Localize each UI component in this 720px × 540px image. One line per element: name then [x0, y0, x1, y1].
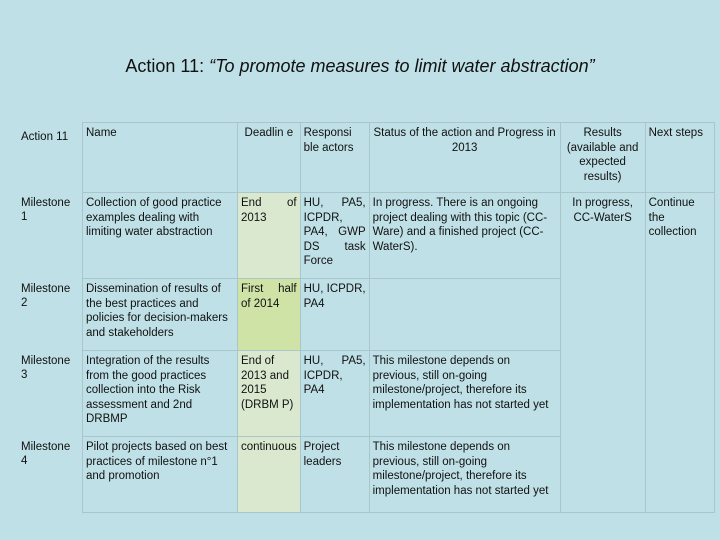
milestone-deadline: First half of 2014 — [238, 279, 301, 351]
header-deadline: Deadlin e — [238, 123, 301, 193]
milestone-actors: HU, PA5, ICPDR, PA4 — [300, 351, 369, 437]
milestone-deadline: End of 2013 and 2015 (DRBM P) — [238, 351, 301, 437]
milestone-actors: HU, PA5, ICPDR, PA4, GWP DS task Force — [300, 193, 369, 279]
milestone-status: In progress. There is an ongoing project dealing with this topic (CC-Ware) and a finished project (CC-WaterS). — [369, 193, 560, 279]
milestone-status: This milestone depends on previous, still on-going milestone/project, therefore its implementation has not started yet — [369, 437, 560, 513]
milestone-name: Pilot projects based on best practices of milestone n°1 and promotion — [83, 437, 238, 513]
milestone-name: Integration of the results from the good practices collection into the Risk assessment and 2nd DRBMP — [83, 351, 238, 437]
milestone-status: This milestone depends on previous, still on-going milestone/project, therefore its implementation has not started yet — [369, 351, 560, 437]
title-quote: “To promote measures to limit water abstraction” — [209, 56, 595, 76]
milestone-actors: HU, ICPDR, PA4 — [300, 279, 369, 351]
milestone-deadline: continuous — [238, 437, 301, 513]
milestone-label: Milestone 1 — [18, 193, 83, 279]
milestone-name: Collection of good practice examples dealing with limiting water abstraction — [83, 193, 238, 279]
milestone-next-steps: Continue the collection — [645, 193, 714, 513]
milestone-results: In progress, CC-WaterS — [560, 193, 645, 513]
milestone-label: Milestone 2 — [18, 279, 83, 351]
title-prefix: Action 11: — [125, 56, 210, 76]
header-next-steps: Next steps — [645, 123, 714, 193]
milestone-name: Dissemination of results of the best practices and policies for decision-makers and stakeholders — [83, 279, 238, 351]
milestone-label: Milestone 3 — [18, 351, 83, 437]
milestone-actors: Project leaders — [300, 437, 369, 513]
slide-title — [0, 56, 720, 77]
action-table — [18, 122, 715, 513]
header-action: Action 11 — [21, 130, 69, 143]
header-responsible: Responsi ble actors — [300, 123, 369, 193]
milestone-deadline: End of 2013 — [238, 193, 301, 279]
header-results: Results (available and expected results) — [560, 123, 645, 193]
table-row — [18, 193, 714, 279]
header-row — [18, 123, 714, 193]
milestone-label: Milestone 4 — [18, 437, 83, 513]
milestone-status — [369, 279, 560, 351]
header-name: Name — [83, 123, 238, 193]
header-status: Status of the action and Progress in 2013 — [369, 123, 560, 193]
